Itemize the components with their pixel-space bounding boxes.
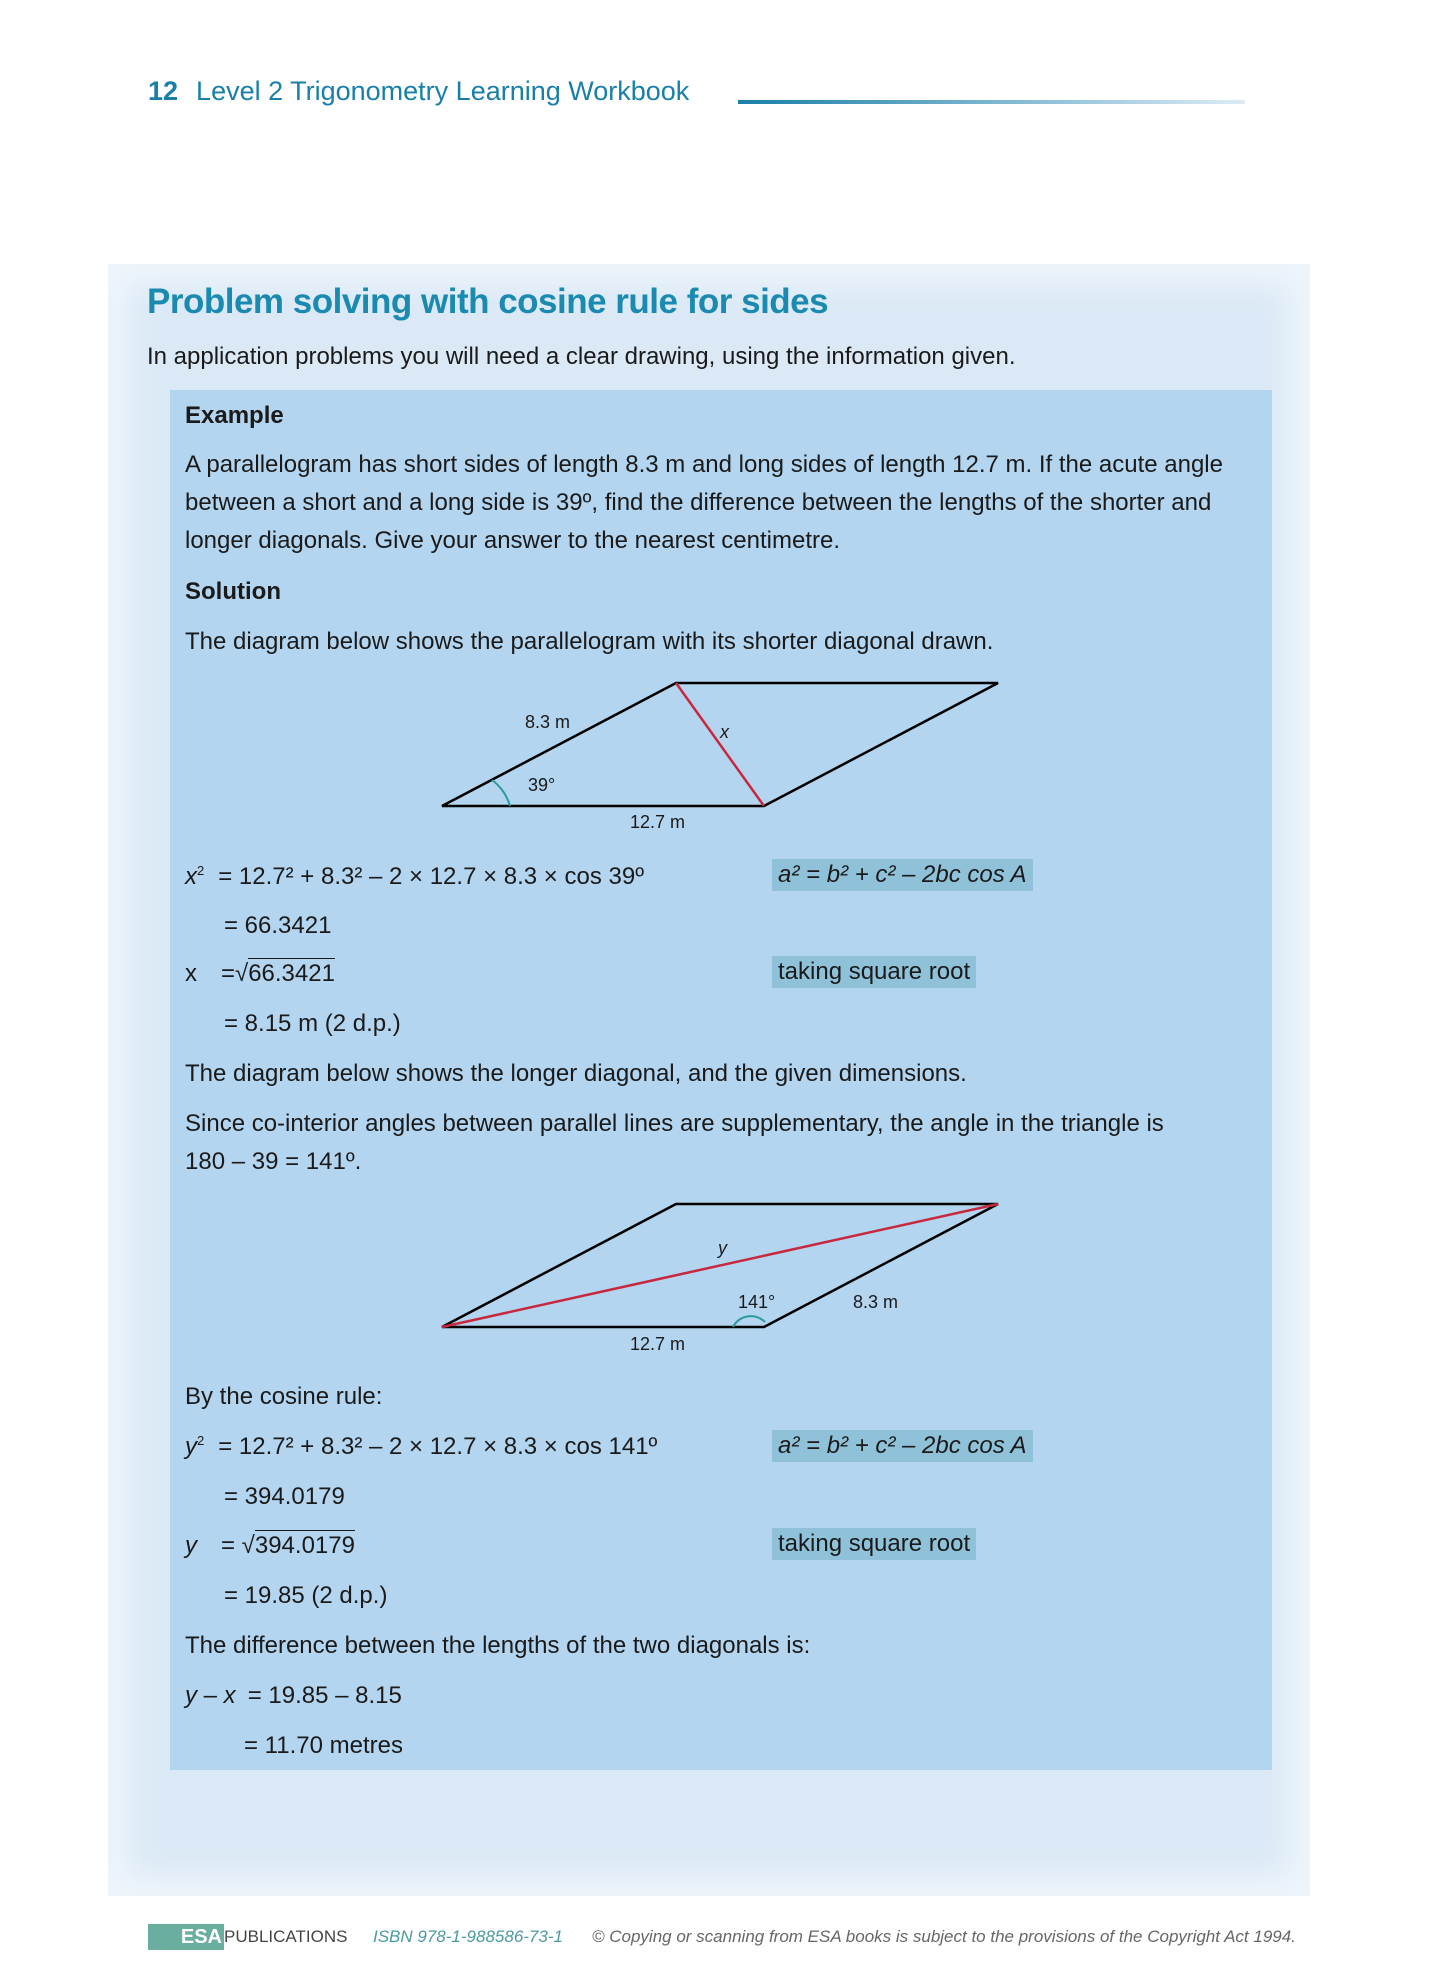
eq1-final: = 8.15 m (2 d.p.) <box>224 1010 401 1037</box>
supplementary-line: 180 – 39 = 141º. <box>185 1148 362 1175</box>
eq1-root-value: 66.3421 <box>248 960 335 987</box>
example-line: A parallelogram has short sides of length 8.3 m and long sides of length 12.7 m. If the acute angle <box>185 451 1223 478</box>
angle-arc-141 <box>733 1316 765 1327</box>
formula-hint: a² = b² + c² – 2bc cos A <box>772 859 1033 891</box>
section-intro: In application problems you will need a clear drawing, using the information given. <box>147 343 1016 370</box>
book-title: Level 2 Trigonometry Learning Workbook <box>196 76 690 106</box>
footer-isbn: ISBN 978-1-988586-73-1 <box>373 1927 563 1946</box>
diagram1-caption: The diagram below shows the parallelogram with its shorter diagonal drawn. <box>185 628 994 655</box>
eq2-root-lhs: y <box>185 1532 197 1559</box>
eq2-result: = 394.0179 <box>224 1483 345 1510</box>
angle-arc-39 <box>492 780 510 806</box>
example-line: longer diagonals. Give your answer to the nearest centimetre. <box>185 527 841 554</box>
label-angle-141: 141° <box>738 1292 776 1312</box>
supplementary-line: Since co-interior angles between parallel lines are supplementary, the angle in the triangle is <box>185 1110 1164 1137</box>
eq2-rhs: = 12.7² + 8.3² – 2 × 12.7 × 8.3 × cos 141º <box>218 1433 658 1460</box>
esa-logo: ESA <box>148 1924 224 1950</box>
eq2-root-eq: = <box>221 1532 236 1559</box>
eq2-root-value: 394.0179 <box>254 1532 355 1559</box>
eq1-rhs: = 12.7² + 8.3² – 2 × 12.7 × 8.3 × cos 39º <box>218 863 644 890</box>
diff-final: = 11.70 metres <box>244 1732 403 1759</box>
label-short-side: 8.3 m <box>525 712 571 732</box>
cosine-rule-label: By the cosine rule: <box>185 1383 383 1410</box>
difference-label: The difference between the lengths of the two diagonals is: <box>185 1632 811 1659</box>
formula-hint-2: a² = b² + c² – 2bc cos A <box>772 1430 1033 1462</box>
diff-lhs: y – x <box>185 1682 236 1709</box>
diagonal-y <box>442 1204 998 1327</box>
diagonal-x <box>676 683 764 806</box>
eq2-final: = 19.85 (2 d.p.) <box>224 1582 388 1609</box>
diagram2-caption: The diagram below shows the longer diagonal, and the given dimensions. <box>185 1060 967 1087</box>
section-title: Problem solving with cosine rule for sides <box>147 282 829 321</box>
eq1-lhs: x <box>185 863 197 890</box>
label-diagonal-x: x <box>720 722 729 742</box>
diff-rhs: = 19.85 – 8.15 <box>247 1682 402 1709</box>
footer-publisher: PUBLICATIONS <box>224 1927 348 1946</box>
label-diagonal-y: y <box>718 1238 727 1258</box>
eq1-root-eq: = <box>221 960 236 987</box>
page-number: 12 <box>148 76 179 106</box>
label-short-side-2: 8.3 m <box>853 1292 899 1312</box>
root-hint-2: taking square root <box>772 1528 976 1560</box>
label-long-side-2: 12.7 m <box>630 1334 686 1354</box>
label-angle: 39° <box>528 775 556 795</box>
example-line: between a short and a long side is 39º, find the difference between the lengths of the shorter and <box>185 489 1212 516</box>
eq1-result: = 66.3421 <box>224 912 332 939</box>
root-hint: taking square root <box>772 956 976 988</box>
example-heading: Example <box>185 402 284 429</box>
solution-heading: Solution <box>185 578 281 605</box>
eq2-lhs: y <box>185 1433 197 1460</box>
footer-copyright: © Copying or scanning from ESA books is subject to the provisions of the Copyright Act 1994. <box>592 1927 1296 1946</box>
label-long-side: 12.7 m <box>630 812 686 832</box>
eq1-root-lhs: x <box>185 960 197 987</box>
